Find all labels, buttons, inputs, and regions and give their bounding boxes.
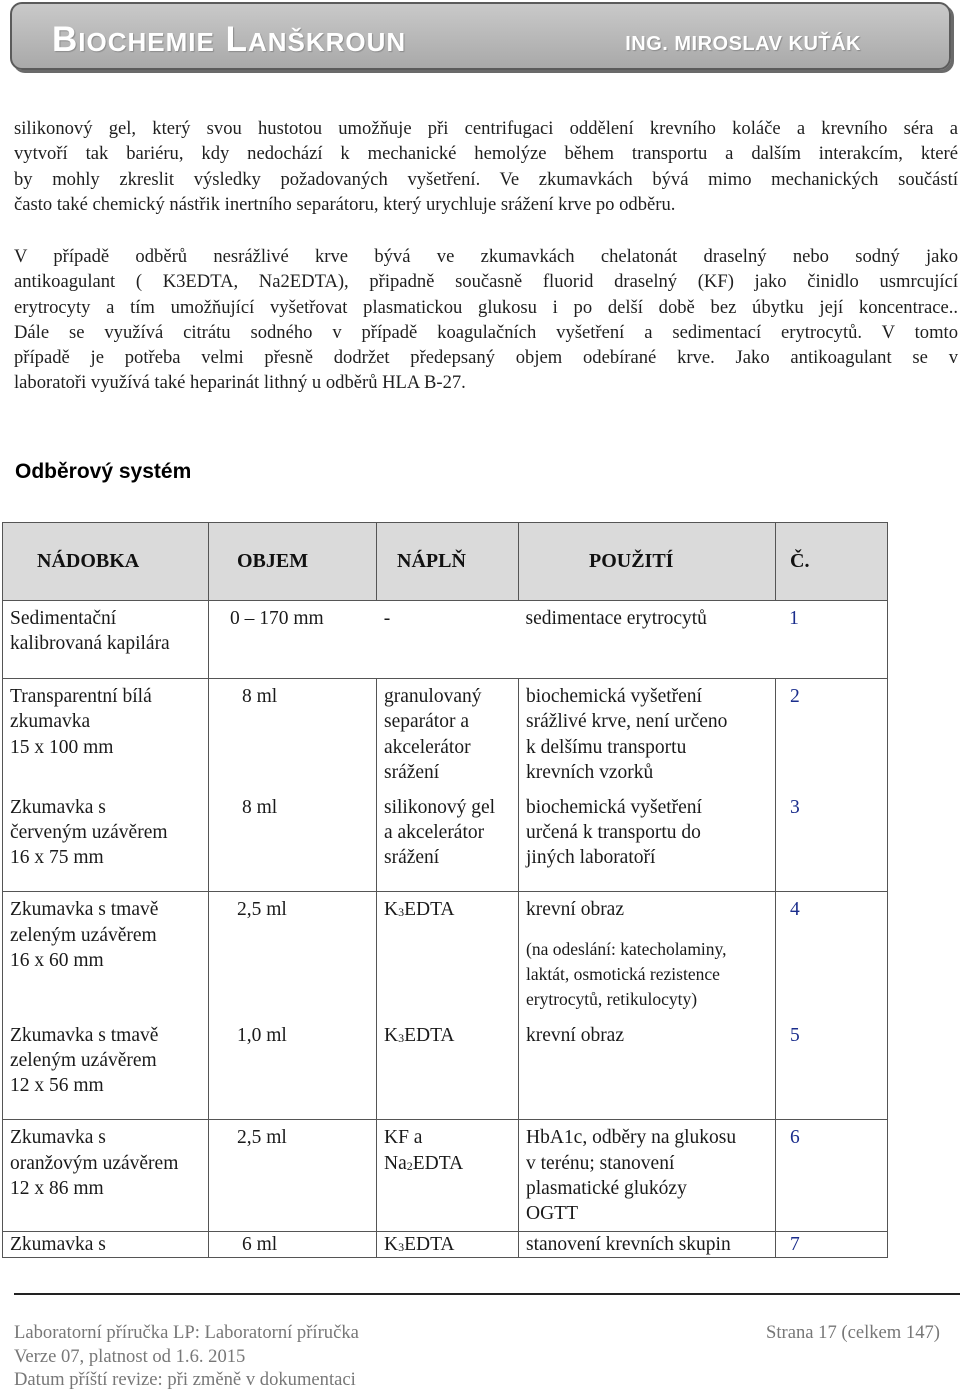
fill-k: K (384, 1024, 399, 1046)
header-container: NÁDOBKA (3, 523, 209, 601)
cell-number: 7 (776, 1231, 888, 1257)
cell-line: určená k transportu do (526, 822, 701, 844)
cell-line: HbA1c, odběry na glukosu (526, 1127, 737, 1149)
table-row (3, 892, 888, 1018)
cell-line: 16 x 75 mm (10, 847, 104, 869)
cell-line: Zkumavka s (10, 1127, 106, 1149)
fill-k: K (384, 899, 399, 921)
fill-subscript: 3 (398, 1030, 405, 1045)
fill-subscript: 3 (398, 1239, 405, 1254)
cell-line: biochemická vyšetření (526, 796, 702, 818)
cell-line: v terénu; stanovení (526, 1152, 675, 1174)
footer-version: Verze 07, platnost od 1.6. 2015 (14, 1346, 246, 1367)
cell-container (3, 679, 209, 790)
cell-note-line: erytrocytů, retikulocyty) (526, 988, 698, 1009)
cell-volume: 8 ml (209, 679, 377, 790)
brand-b: B (52, 20, 79, 59)
footer-handbook: Laboratorní příručka LP: Laboratorní příručka (14, 1322, 359, 1343)
table-row (3, 679, 888, 790)
cell-line: Zkumavka s tmavě (10, 1024, 159, 1046)
cell-line: krevní obraz (526, 899, 624, 921)
cell-line: 12 x 56 mm (10, 1075, 104, 1097)
cell-volume: 1,0 ml (209, 1018, 377, 1120)
cell-line: zeleným uzávěrem (10, 1050, 157, 1072)
paragraph-line: Dále se využívá citrátu sodného v případě koagulačních vyšetření a sedimentací erytrocytů. V tomto (14, 321, 958, 343)
cell-fill (377, 790, 519, 892)
cell-container (3, 1018, 209, 1120)
fill-edta: EDTA (412, 1152, 464, 1174)
cell-fill (377, 1120, 519, 1232)
header-banner (10, 2, 951, 70)
cell-use (519, 679, 776, 790)
cell-line: 15 x 100 mm (10, 736, 114, 758)
cell-container: Zkumavka s (3, 1231, 209, 1257)
cell-line: Sedimentační (10, 608, 117, 629)
fill-edta: EDTA (404, 1233, 455, 1255)
cell-line: jiných laboratoří (526, 847, 656, 869)
cell-line: červeným uzávěrem (10, 822, 168, 844)
cell-volume: 0 – 170 mm (230, 608, 324, 629)
cell-container (3, 1120, 209, 1232)
cell-volume: 8 ml (209, 790, 377, 892)
cell-line: srážení (384, 762, 440, 784)
cell-line: plasmatické glukózy (526, 1177, 687, 1199)
cell-line: silikonový gel (384, 796, 496, 818)
header-fill: NÁPLŇ (377, 523, 519, 601)
table-row (3, 601, 888, 679)
section-title: Odběrový systém (15, 460, 192, 483)
cell-line: zkumavka (10, 711, 91, 733)
fill-na: Na (384, 1152, 407, 1174)
cell-line: kalibrovaná kapilára (10, 633, 170, 655)
cell-line: KF a (384, 1127, 423, 1149)
cell-merged-row1 (209, 601, 888, 679)
cell-number: 6 (776, 1120, 888, 1232)
cell-line: k delšímu transportu (526, 736, 687, 758)
brand-title (52, 22, 406, 57)
fill-subscript: 3 (398, 905, 405, 920)
brand-anskroun: ANŠKROUN (247, 27, 407, 57)
fill-edta: EDTA (404, 1024, 455, 1046)
cell-fill (377, 1018, 519, 1120)
paragraph-2 (14, 244, 958, 396)
cell-line: srážení (384, 847, 440, 869)
paragraph-line: by mohly zkreslit výsledky požadovaných vyšetření. Ve zkumavkách bývá mimo mechanických součástí (14, 168, 958, 190)
paragraph-line: silikonový gel, který svou hustotou umožňuje při centrifugaci oddělení krevního koláče a krevního séra a (14, 118, 958, 139)
paragraph-line: antikoagulant ( K3EDTA, Na2EDTA), připadně současně fluorid draselný (KF) jako činidlo usmrcující (14, 271, 958, 293)
cell-number: 5 (776, 1018, 888, 1120)
author-name: ING. MIROSLAV KUŤÁK (625, 33, 861, 55)
cell-line: 12 x 86 mm (10, 1177, 104, 1199)
header-use: POUŽITÍ (519, 523, 776, 601)
cell-note-line: laktát, osmotická rezistence (526, 963, 720, 984)
cell-fill (377, 1231, 519, 1257)
cell-line: a akcelerátor (384, 822, 485, 844)
cell-line: biochemická vyšetření (526, 686, 702, 707)
paragraph-line: laboratoři využívá také heparinát lithný u odběrů HLA B-27. (14, 372, 466, 394)
cell-line: akcelerátor (384, 736, 471, 758)
spacer (526, 923, 769, 937)
cell-container (3, 790, 209, 892)
table-row (3, 1018, 888, 1120)
cell-line: Transparentní bílá (10, 686, 152, 707)
table-header-row (3, 523, 888, 601)
paragraph-line: případě je potřeba velmi přesně dodržet předepsaný objem odebírané krve. Jako antikoagulant se v (14, 347, 958, 369)
footer-revision: Datum příští revize: při změně v dokumentaci (14, 1369, 356, 1390)
cell-number: 2 (776, 679, 888, 790)
cell-volume: 2,5 ml (209, 892, 377, 1018)
header-number: Č. (776, 523, 888, 601)
header-volume: OBJEM (209, 523, 377, 601)
cell-line: srážlivé krve, není určeno (526, 711, 728, 733)
collection-system-table (2, 522, 888, 1258)
cell-line: separátor a (384, 711, 469, 733)
footer-page-number: Strana 17 (celkem 147) (766, 1322, 940, 1343)
brand-l: L (225, 20, 248, 59)
paragraph-line: často také chemický nástřik inertního separátoru, který urychluje srážení krve po odběru. (14, 193, 676, 215)
cell-use (519, 790, 776, 892)
cell-use: krevní obraz (519, 1018, 776, 1120)
table-row (3, 1120, 888, 1232)
cell-line: granulovaný (384, 686, 482, 707)
paragraph-line: vytvoří tak bariéru, kdy nedochází k mechanické hemolýze během transportu a dalším interakcím, které (14, 143, 958, 165)
cell-line: Zkumavka s tmavě (10, 899, 159, 921)
fill-edta: EDTA (404, 899, 455, 921)
cell-container (3, 601, 209, 679)
footer-divider (14, 1293, 960, 1295)
cell-line (384, 1151, 512, 1176)
cell-use: stanovení krevních skupin (519, 1231, 776, 1257)
cell-line: zeleným uzávěrem (10, 924, 157, 946)
cell-note-line: (na odeslání: katecholaminy, (526, 938, 727, 959)
cell-line: Zkumavka s (10, 796, 106, 818)
cell-volume: 6 ml (209, 1231, 377, 1257)
fill-subscript: 2 (406, 1158, 413, 1173)
cell-use (519, 892, 776, 1018)
cell-fill: - (383, 608, 391, 629)
cell-fill (377, 892, 519, 1018)
paragraph-line: erytrocyty a tím umožňující vyšetřovat plasmatickou glukosu i po delší době bez úbytku její koncentrace.. (14, 296, 958, 318)
cell-line: oranžovým uzávěrem (10, 1152, 179, 1174)
cell-line: OGTT (526, 1203, 578, 1225)
cell-volume: 2,5 ml (209, 1120, 377, 1232)
cell-number: 3 (776, 790, 888, 892)
cell-use: sedimentace erytrocytů (525, 608, 707, 629)
cell-line: krevních vzorků (526, 762, 654, 784)
cell-container (3, 892, 209, 1018)
paragraph-line: V případě odběrů nesrážlivé krve bývá ve zkumavkách chelatonát draselný nebo sodný jako (14, 246, 958, 267)
cell-use (519, 1120, 776, 1232)
fill-k: K (384, 1233, 399, 1255)
cell-line: 16 x 60 mm (10, 949, 104, 971)
cell-number: 1 (789, 608, 799, 629)
table-row (3, 790, 888, 892)
cell-number: 4 (776, 892, 888, 1018)
table-row (3, 1231, 888, 1257)
paragraph-1 (14, 116, 958, 217)
brand-iochemie: IOCHEMIE (78, 27, 215, 57)
cell-fill (377, 679, 519, 790)
